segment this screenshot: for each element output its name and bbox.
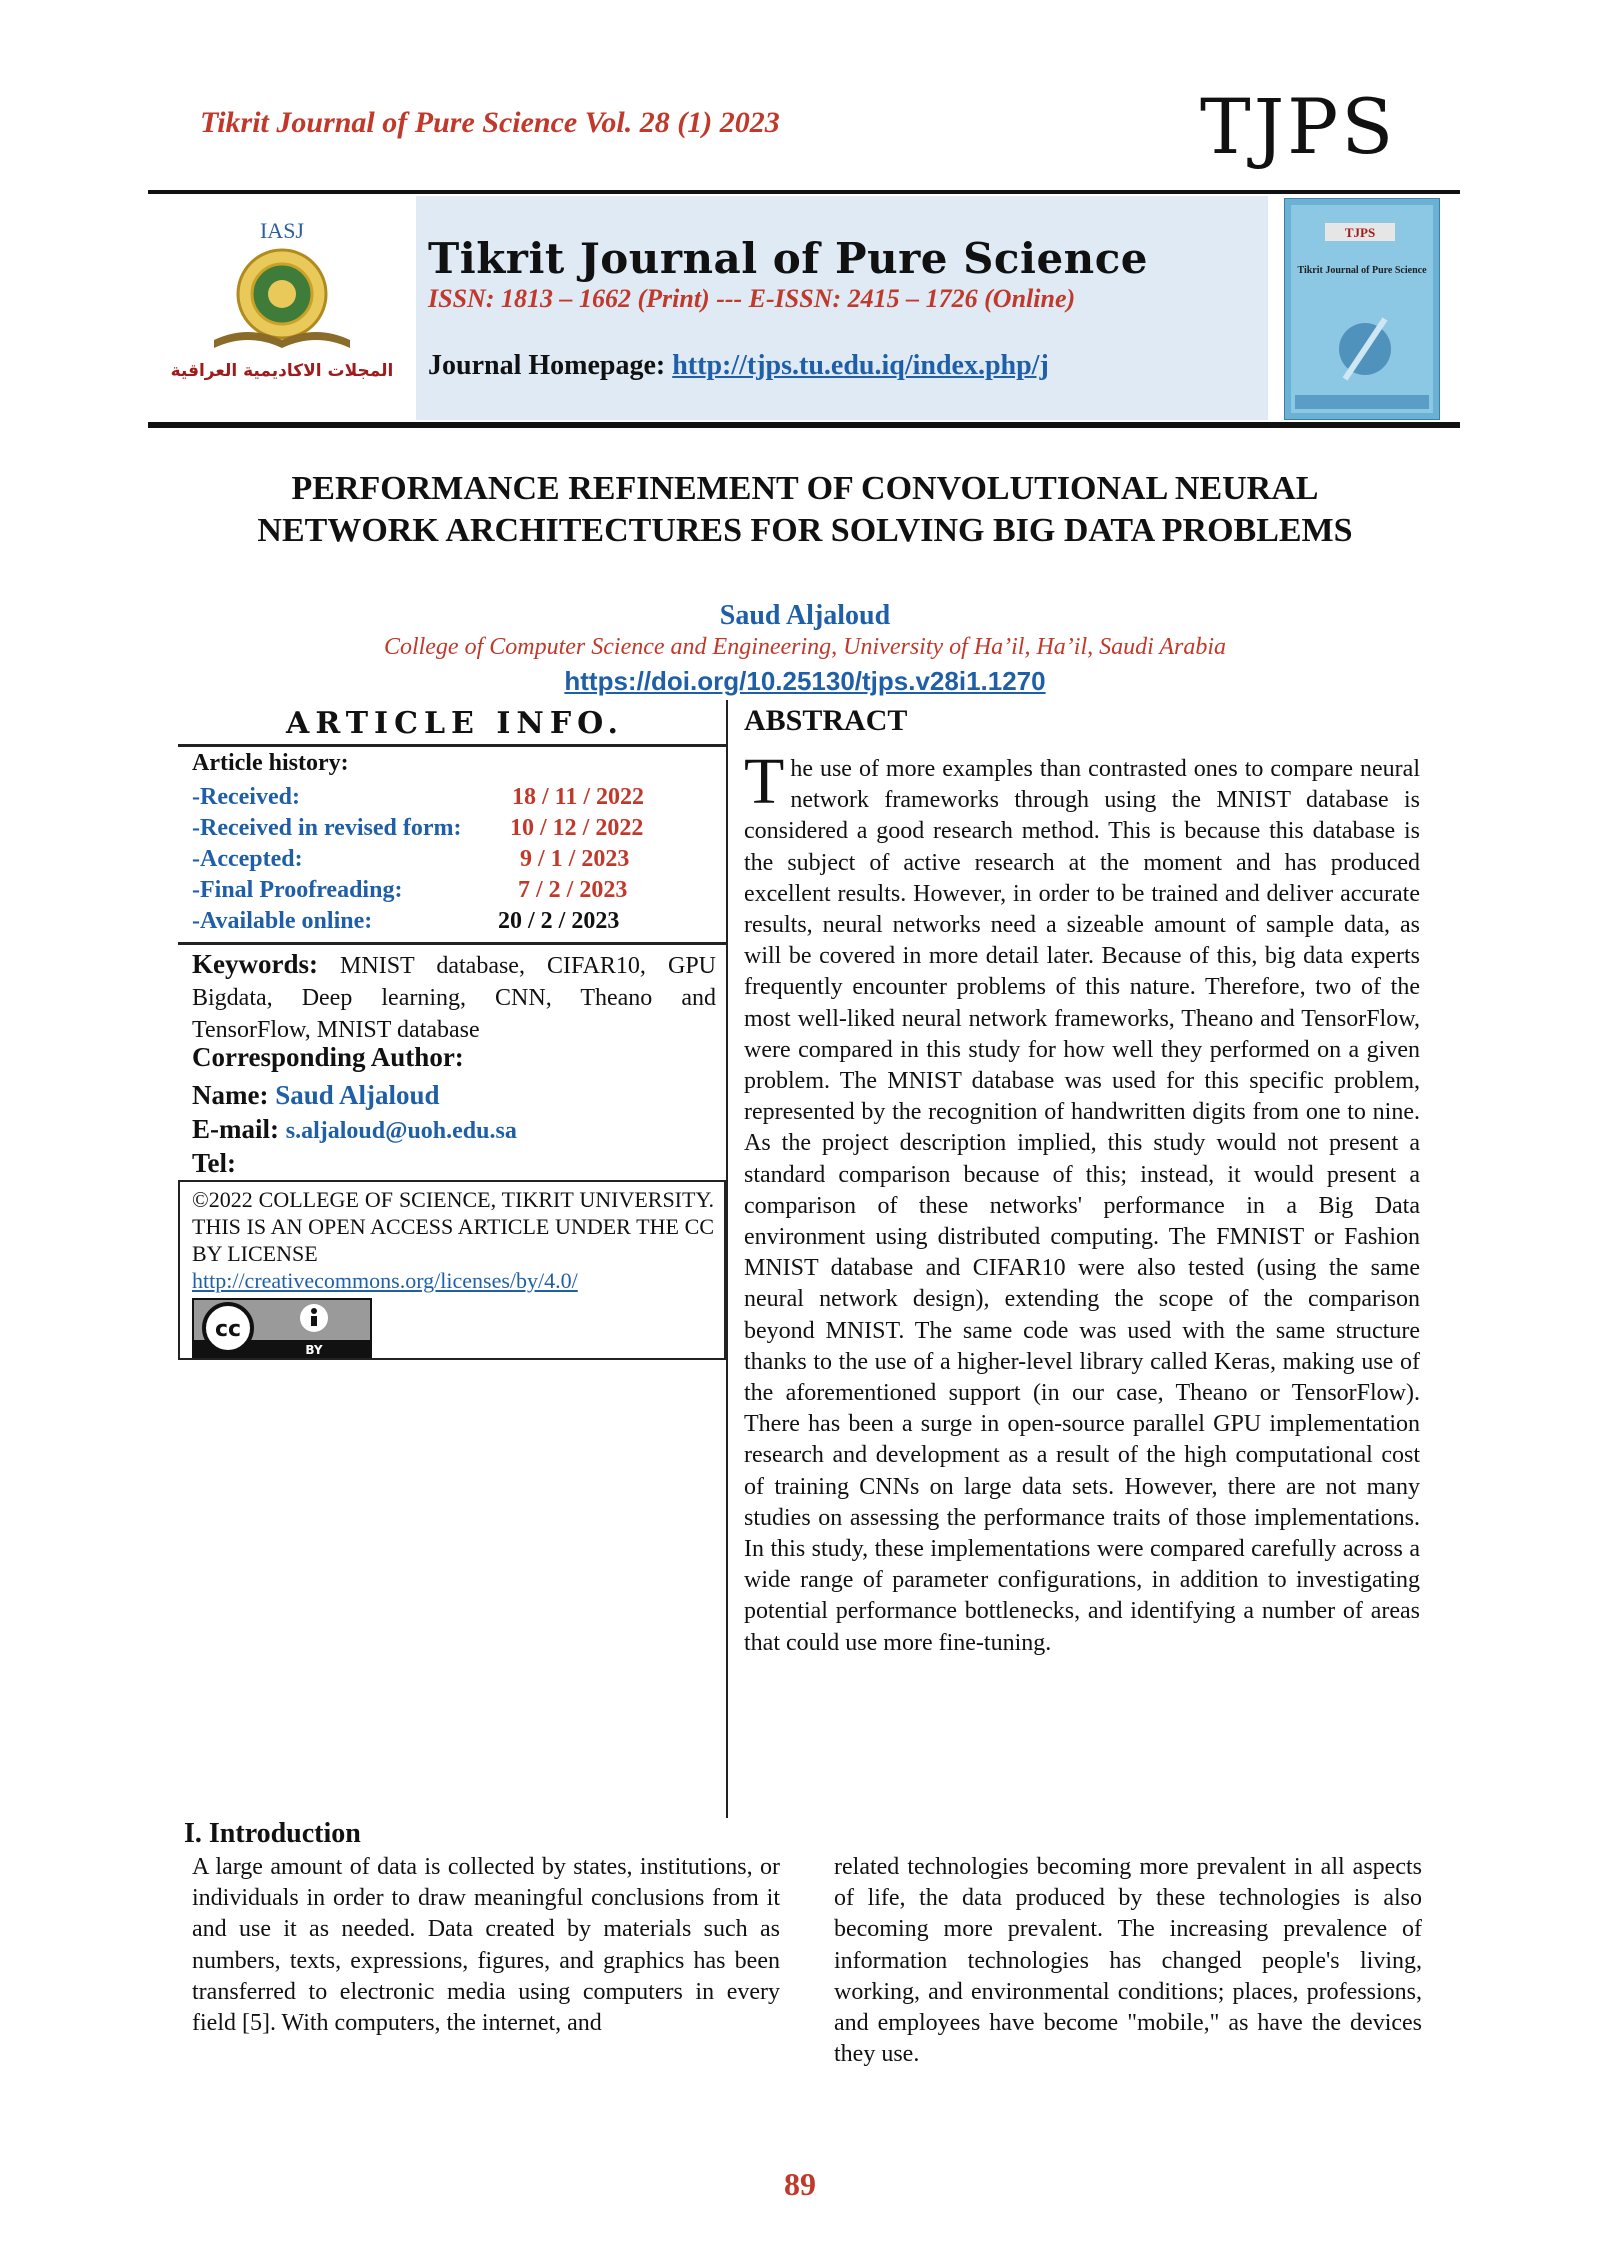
cc-by-label: BY [305, 1343, 323, 1357]
journal-name: Tikrit Journal of Pure Science [428, 234, 1148, 283]
keywords-text: MNIST database, CIFAR10, GPU Bigdata, Deep learning, CNN, Theano and TensorFlow, MNIST database [192, 953, 716, 1043]
history-label: -Final Proofreading: [192, 877, 403, 903]
doi [200, 666, 1410, 697]
person-icon [311, 1308, 317, 1314]
history-row-received [192, 784, 712, 811]
history-label: -Available online: [192, 908, 373, 934]
abstract-body [744, 745, 1420, 1659]
history-label: -Received in revised form: [192, 815, 462, 841]
author-email-row [192, 1114, 517, 1145]
history-date: 9 / 1 / 2023 [520, 846, 630, 872]
homepage-label: Journal Homepage: [428, 350, 673, 381]
iasj-label: IASJ [259, 218, 305, 243]
article-info-heading: ARTICLE INFO. [286, 706, 624, 741]
article-history-label: Article history: [192, 750, 349, 776]
history-label: -Accepted: [192, 846, 303, 872]
corresponding-author-label: Corresponding Author: [192, 1042, 464, 1072]
journal-cover-thumbnail [1284, 198, 1440, 420]
abstract-text: he use of more examples than contrasted ones to compare neural network frameworks through using the MNIST database is considered a good research method. This is because this database is the subject of active research at the moment and has produced excellent results. However, in order to be trained and deliver accurate results, neural networks need a sizeable amount of sample data, as will be covered in more detail later. Because of this, big data experts frequently encounter problems of this nature. Therefore, two of the most well-liked neural network frameworks, Theano and TensorFlow, were compared in this study for how well they performed on a given problem. The MNIST database was used for this specific problem, represented by the recognition of handwritten digits from one to nine. As the project description implied, this study would not present a standard comparison because of this; instead, it would present a comparison of these networks' performance in a Big Data environment using distributed computing. The FMNIST or Fashion MNIST database and CIFAR10 were also tested (using the same neural network design), extending the scope of the comparison beyond MNIST. The same code was used with the same structure thanks to the use of a higher-level library called Keras, making use of the aforementioned support (in our case, Theano or TensorFlow). There has been a surge in open-source parallel GPU implementation research and development as a result of the high computational cost of training CNNs on large data sets. However, there are not many studies on assessing the performance traits of those implementations. In this study, these implementations were compared carefully across a wide range of parameter configurations, in addition to investigating potential performance bottlenecks, and identifying a number of areas that could use more fine-tuning. [744, 756, 1420, 1656]
cover-badge: TJPS [1344, 225, 1376, 240]
keywords [192, 948, 716, 1046]
homepage-link[interactable]: http://tjps.tu.edu.iq/index.php/j [672, 350, 1049, 381]
info-rule-mid [178, 942, 726, 945]
introduction-heading: I. Introduction [184, 1818, 361, 1849]
cc-icon: cc [214, 1317, 242, 1342]
email-label: E-mail: [192, 1114, 286, 1144]
abstract-heading: ABSTRACT [744, 704, 908, 737]
running-head: Tikrit Journal of Pure Science Vol. 28 (1) 2023 [200, 106, 780, 139]
journal-homepage [428, 350, 1049, 382]
tjps-logo: TJPS [1200, 82, 1397, 171]
iasj-arabic: المجلات الاكاديمية العراقية [170, 361, 394, 381]
license-link[interactable]: http://creativecommons.org/licenses/by/4.0/ [192, 1268, 578, 1293]
column-divider [726, 700, 728, 1818]
intro-column-right: related technologies becoming more prevalent in all aspects of life, the data produced by these technologies is also becoming more prevalent. The increasing prevalence of information technologies has changed people's living, working, and environmental conditions; places, professions, and employees have become "mobile," as have the devices they use. [834, 1854, 1422, 2068]
article-title: PERFORMANCE REFINEMENT OF CONVOLUTIONAL NEURAL NETWORK ARCHITECTURES FOR SOLVING BIG DATA PROBLEMS [257, 470, 1353, 549]
bottom-rule [148, 422, 1460, 428]
history-date: 18 / 11 / 2022 [512, 784, 645, 810]
article-author: Saud Aljaloud [719, 600, 891, 631]
abstract-dropcap: T [744, 745, 785, 818]
history-row-revised [192, 815, 712, 842]
top-rule [148, 190, 1460, 194]
history-row-proofreading [192, 877, 712, 904]
history-row-online [192, 908, 712, 935]
keywords-label: Keywords: [192, 949, 318, 979]
history-date: 10 / 12 / 2022 [510, 815, 644, 841]
iasj-logo [158, 216, 406, 386]
history-date: 20 / 2 / 2023 [498, 908, 620, 934]
author-affiliation: College of Computer Science and Engineering, University of Ha’il, Ha’il, Saudi Arabia [383, 634, 1227, 660]
author-email[interactable]: s.aljaloud@uoh.edu.sa [285, 1118, 517, 1144]
cover-title: Tikrit Journal of Pure Science [1297, 265, 1427, 276]
issn-line: ISSN: 1813 – 1662 (Print) --- E-ISSN: 2415 – 1726 (Online) [428, 284, 1076, 313]
cc-by-badge[interactable] [192, 1298, 372, 1358]
intro-column-left: A large amount of data is collected by states, institutions, or individuals in order to draw meaningful conclusions from it and use it as needed. Data created by materials such as numbers, texts, expressions, figures, and graphics has been transferred to electronic media using computers in every field [5]. With computers, the internet, and [192, 1854, 780, 2037]
doi-link[interactable]: https://doi.org/10.25130/tjps.v28i1.1270 [564, 666, 1046, 696]
history-row-accepted [192, 846, 712, 873]
name-label: Name: [192, 1080, 276, 1110]
author-name: Saud Aljaloud [275, 1080, 440, 1110]
info-rule-top [178, 744, 726, 747]
author-tel-label: Tel: [192, 1148, 237, 1178]
license-text: ©2022 COLLEGE OF SCIENCE, TIKRIT UNIVERSITY. THIS IS AN OPEN ACCESS ARTICLE UNDER THE CC BY LICENSE [192, 1187, 714, 1266]
author-name-row [192, 1080, 440, 1111]
history-date: 7 / 2 / 2023 [518, 877, 628, 903]
history-label: -Received: [192, 784, 300, 810]
page-number: 89 [784, 2166, 816, 2202]
